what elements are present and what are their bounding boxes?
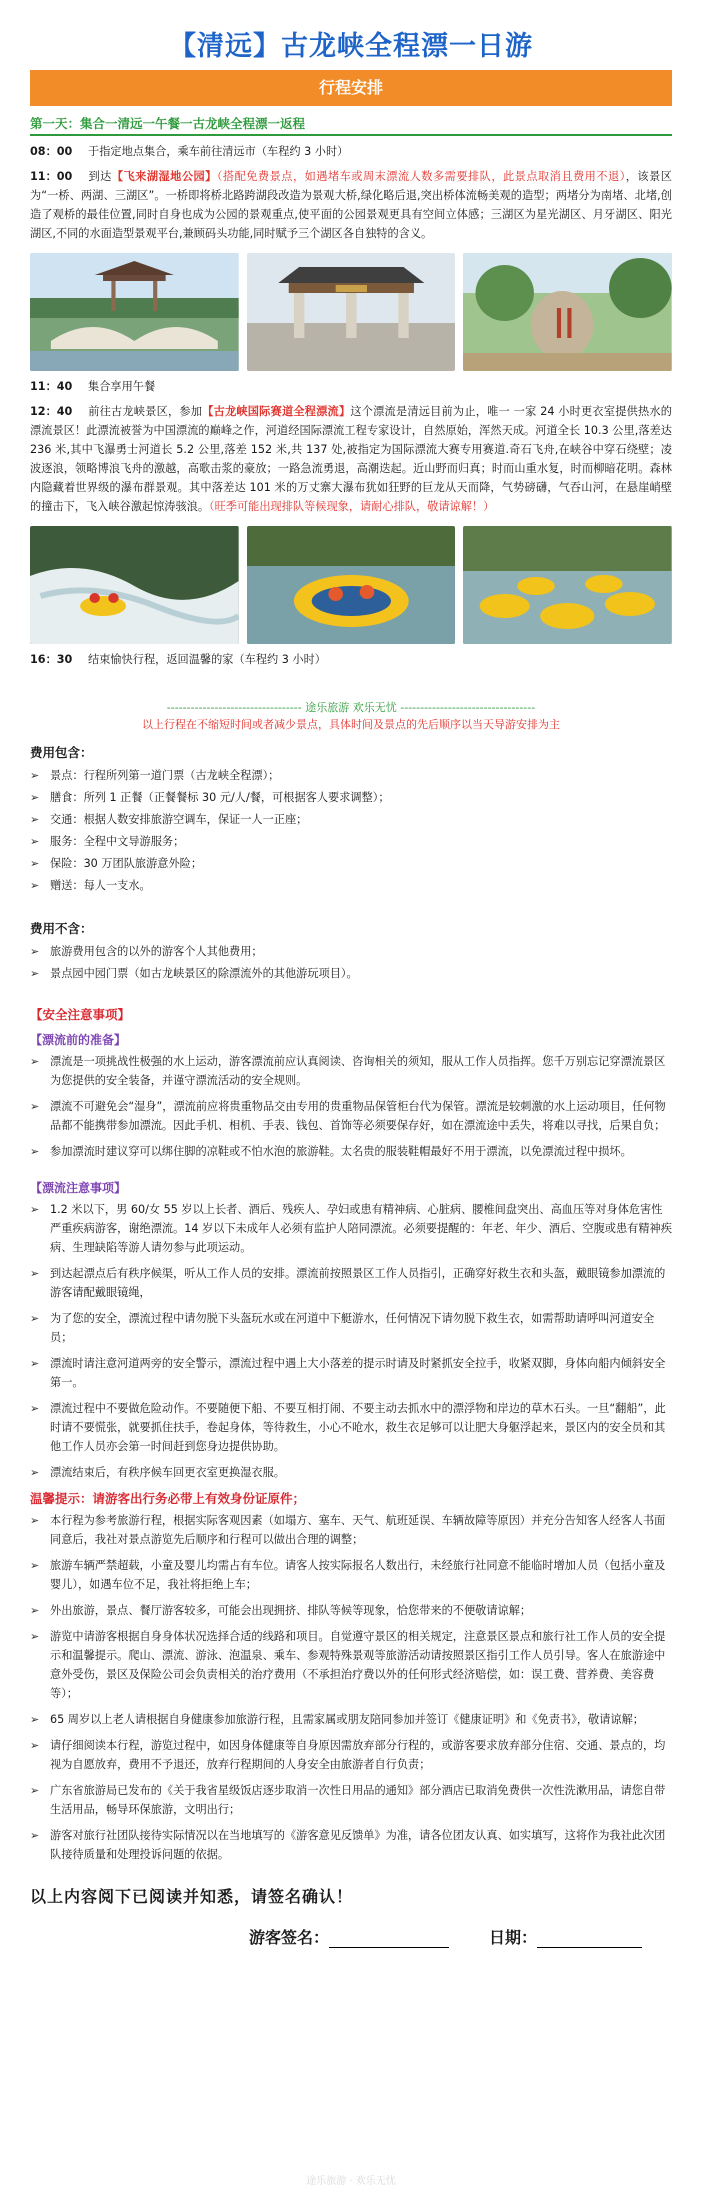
time-label: 16：30 bbox=[30, 653, 73, 666]
list-item: ➢ 游客对旅行社团队接待实际情况以在当地填写的《游客意见反馈单》为准，请各位团友认真、如实填写，这将作为我社此次团队接待质量和处理投诉问题的依据。 bbox=[30, 1826, 672, 1864]
signature-label: 游客签名： bbox=[248, 1928, 329, 1947]
item-note: （搭配免费景点，如遇堵车或周末漂流人数多需要排队，此景点取消且费用不退） bbox=[216, 170, 626, 183]
item-text: 结束愉快行程，返回温馨的家（车程约 3 小时） bbox=[88, 653, 326, 666]
list-item: ➢ 服务：全程中文导游服务； bbox=[30, 831, 672, 853]
schedule-item-0800 bbox=[30, 142, 672, 161]
date-label: 日期： bbox=[488, 1928, 537, 1947]
schedule-item-1140 bbox=[30, 377, 672, 396]
during-list bbox=[30, 1200, 672, 1482]
list-item: ➢ 请仔细阅读本行程，游览过程中，如因身体健康等自身原因需放弃部分行程的，或游客要求放弃部分住宿、交通、景点的，均视为自愿放弃，费用不予退还，放弃行程期间的人身安全由旅游者自行负责； bbox=[30, 1736, 672, 1774]
before-list bbox=[30, 1052, 672, 1161]
list-item: ➢ 交通：根据人数安排旅游空调车，保证一人一正座； bbox=[30, 809, 672, 831]
watermark: 途乐旅游 · 欢乐无忧 bbox=[306, 2176, 396, 2187]
list-item: ➢ 保险：30 万团队旅游意外险； bbox=[30, 853, 672, 875]
safety-title: 【安全注意事项】 bbox=[30, 1007, 131, 1022]
bridge-photo bbox=[30, 253, 239, 371]
place-name: 【飞来湖湿地公园】 bbox=[111, 170, 217, 183]
list-item: ➢ 景点园中园门票（如古龙峡景区的除漂流外的其他游玩项目）。 bbox=[30, 963, 672, 985]
before-title: 【漂流前的准备】 bbox=[30, 1033, 127, 1047]
day1-heading: 第一天：集合一清远一午餐一古龙峡全程漂一返程 bbox=[30, 116, 306, 131]
list-item: ➢ 景点：行程所列第一道门票（古龙峡全程漂）； bbox=[30, 765, 672, 787]
slogan-line: ---------------------------------- 途乐旅游 欢乐无忧 ---------------------------------- bbox=[166, 701, 536, 714]
list-item: ➢ 本行程为参考旅游行程，根据实际客观因素（如塌方、塞车、天气、航班延误、车辆故障等原因）并充分告知客人经客人书面同意后，我社对景点游览先后顺序和行程可以做出合理的调整； bbox=[30, 1511, 672, 1549]
item-desc: ，该景区为“一桥、两湖、三湖区”。一桥即将桥北路跨湖段改造为景观大桥,绿化略后退,突出桥体流畅美观的造型；两堵分为南堵、北堵,创造了观桥的最佳位置,同时自身也成为公园的景观重点,使平面的公园景观更具有空间立体感；三湖区为星光湖区、月牙湖区、阳光湖区,不同的水面造型景观平台,兼顾码头功能,同时赋予三个湖区各自独特的含义。 bbox=[30, 170, 672, 240]
time-label: 11：00 bbox=[30, 170, 73, 183]
list-item: ➢ 漂流过程中不要做危险动作。不要随便下船、不要互相打闹、不要主动去抓水中的漂浮物和岸边的草木石头。一旦“翻船”，此时请不要慌张，就要抓住扶手，卷起身体，等待救生，小心不呛水，救生衣足够可以让肥大身躯浮起来，景区内的安全员和其他工作人员亦会第一时间赶到您身边提供协助。 bbox=[30, 1399, 672, 1456]
list-item: ➢ 漂流时请注意河道两旁的安全警示，漂流过程中遇上大小落差的提示时请及时紧抓安全拉手，收紧双脚，身体向船内倾斜安全第一。 bbox=[30, 1354, 672, 1392]
list-item: ➢ 旅游车辆严禁超载，小童及婴儿均需占有车位。请客人按实际报名人数出行，未经旅行社同意不能临时增加人员（包括小童及婴儿），如遇车位不足，我社将拒绝上车； bbox=[30, 1556, 672, 1594]
tourist-signature[interactable] bbox=[249, 1925, 449, 1948]
gate-photo bbox=[247, 253, 456, 371]
list-item: ➢ 膳食：所列 1 正餐（正餐餐标 30 元/人/餐，可根据客人要求调整）； bbox=[30, 787, 672, 809]
page-title: 【清远】古龙峡全程漂一日游 bbox=[169, 31, 533, 62]
item-text: 于指定地点集合，乘车前往清远市（车程约 3 小时） bbox=[88, 145, 349, 158]
slogan-block bbox=[30, 699, 672, 733]
schedule-item-1100: 11：00 到达【飞来湖湿地公园】（搭配免费景点，如遇堵车或周末漂流人数多需要排队，此景点取消且费用不退），该景区为“一桥、两湖、三湖区”。一桥即将桥北路跨湖段改造为景观大桥,绿化略后退,突出桥体流畅美观的造型；两堵分为南堵、北堵,创造了观桥的最佳位置,同时自身也成为公园的景观重点,使平面的公园景观更具有空间立体感；三湖区为星光湖区、月牙湖区、阳光湖区,不同的水面造型景观平台,兼顾码头功能,同时赋予三个湖区各自独特的含义。 bbox=[30, 167, 672, 243]
rapids-photo bbox=[30, 526, 239, 644]
photo-row-wetland bbox=[30, 253, 672, 371]
item-note: （旺季可能出现排队等候现象，请耐心排队，敬请谅解！） bbox=[209, 500, 495, 513]
list-item: ➢ 漂流是一项挑战性极强的水上运动，游客漂流前应认真阅读、咨询相关的须知，服从工作人员指挥。您千万别忘记穿漂流景区为您提供的安全装备，并谨守漂流活动的安全规则。 bbox=[30, 1052, 672, 1090]
time-label: 12：40 bbox=[30, 405, 73, 418]
excludes-list bbox=[30, 941, 672, 985]
list-item: ➢ 漂流不可避免会“湿身”，漂流前应将贵重物品交由专用的贵重物品保管柜台代为保管。漂流是较刺激的水上运动项目，任何物品都不能携带参加漂流。因此手机、相机、手表、钱包、首饰等必须要保存好，如在漂流途中丢失，将难以寻找，后果自负； bbox=[30, 1097, 672, 1135]
confirm-text: 以上内容阅下已阅读并知悉，请签名确认！ bbox=[30, 1887, 354, 1906]
content bbox=[0, 114, 702, 1948]
list-item: ➢ 外出旅游，景点、餐厅游客较多，可能会出现拥挤、排队等候等现象，恰您带来的不便敬请谅解； bbox=[30, 1601, 672, 1620]
list-item: ➢ 漂流结束后，有秩序候车回更衣室更换湿衣服。 bbox=[30, 1463, 672, 1482]
list-item: ➢ 旅游费用包含的以外的游客个人其他费用； bbox=[30, 941, 672, 963]
includes-list bbox=[30, 765, 672, 897]
place-name: 【古龙峡国际赛道全程漂流】 bbox=[202, 405, 351, 418]
list-item: ➢ 1.2 米以下，男 60/女 55 岁以上长者、酒后、残疾人、孕妇或患有精神病、心脏病、腰椎间盘突出、高血压等对身体危害性严重疾病游客，谢绝漂流。14 岁以下未成年人必须有监护人陪同漂流。必须要提醒的：年老、年少、酒后、空腹或患有精神疾病、生理缺陷等游人请勿参与此项运动。 bbox=[30, 1200, 672, 1257]
tips-list bbox=[30, 1511, 672, 1864]
tips-title: 温馨提示：请游客出行务必带上有效身份证原件； bbox=[30, 1491, 306, 1506]
time-label: 08：00 bbox=[30, 145, 73, 158]
list-item: ➢ 65 周岁以上老人请根据自身健康参加旅游行程，且需家属或朋友陪同参加并签订《健康证明》和《免责书》，敬请谅解； bbox=[30, 1710, 672, 1729]
during-title: 【漂流注意事项】 bbox=[30, 1181, 127, 1195]
schedule-item-1630 bbox=[30, 650, 672, 669]
photo-row-rafting bbox=[30, 526, 672, 644]
divider bbox=[30, 134, 672, 136]
list-item: ➢ 到达起漂点后有秩序候渠，听从工作人员的安排。漂流前按照景区工作人员指引，正确穿好救生衣和头盔，戴眼镜参加漂流的游客请配戴眼镜绳， bbox=[30, 1264, 672, 1302]
crowd-rafting-photo bbox=[463, 526, 672, 644]
signature-row bbox=[30, 1925, 672, 1948]
itinerary-note: 以上行程在不缩短时间或者减少景点，具体时间及景点的先后顺序以当天导游安排为主 bbox=[142, 718, 560, 731]
date-line[interactable] bbox=[537, 1930, 642, 1948]
date-signature[interactable] bbox=[489, 1925, 642, 1948]
signature-line[interactable] bbox=[329, 1930, 449, 1948]
item-desc: 这个漂流是清远目前为止，唯一 一家 24 小时更衣室提供热水的漂流景区！此漂流被誉为中国漂流的巅峰之作，河道经国际漂流工程专家设计，自然原始，浑然天成。河道全长 10.3 公里,落差达 236 米,其中飞瀑勇士河道长 5.2 公里,落差 152 米,共 137 处,被指定为国际漂流大赛专用赛道.奇石飞舟,在峡谷中穿石绕壁；凌波逐浪，领略博浪飞舟的激越，高歌击浆的豪放；一路急流勇退，高潮迭起。近山野而归真；时而山重水复，时而柳暗花明。森林内隐藏着世界级的瀑布群景观。其中落差达 101 米的万丈寨大瀑布犹如狂野的巨龙从天而降，气势磅礴，气吞山河，在悬崖峭壁的撞击下，飞入峡谷激起惊涛骇浪。 bbox=[30, 405, 672, 513]
list-item: ➢ 赠送：每人一支水。 bbox=[30, 875, 672, 897]
item-text: 集合享用午餐 bbox=[88, 380, 156, 393]
list-item: ➢ 参加漂流时建议穿可以绑住脚的凉鞋或不怕水泡的旅游鞋。太名贵的服装鞋帽最好不用于漂流，以免漂流过程中损坏。 bbox=[30, 1142, 672, 1161]
raft-photo bbox=[247, 526, 456, 644]
list-item: ➢ 游览中请游客根据自身身体状况选择合适的线路和项目。自觉遵守景区的相关规定，注意景区景点和旅行社工作人员的安全提示和温馨提示。爬山、漂流、游泳、泡温泉、乘车、参观特殊景观等旅游活动请按照景区指引工作人员引导。客人在旅游途中意外受伤，景区及保险公司会负责相关的治疗费用（不承担治疗费以外的任何形式经济赔偿，如：误工费、营养费、美容费等）； bbox=[30, 1627, 672, 1703]
list-item: ➢ 为了您的安全，漂流过程中请勿脱下头盔玩水或在河道中下艇游水，任何情况下请勿脱下救生衣，如需帮助请呼叫河道安全员； bbox=[30, 1309, 672, 1347]
stone-photo bbox=[463, 253, 672, 371]
schedule-item-1240: 12：40 前往古龙峡景区，参加【古龙峡国际赛道全程漂流】这个漂流是清远目前为止，唯一 一家 24 小时更衣室提供热水的漂流景区！此漂流被誉为中国漂流的巅峰之作，河道经国际漂流工程专家设计，自然原始，浑然天成。河道全长 10.3 公里,落差达 236 米,其中飞瀑勇士河道长 5.2 公里,落差 152 米,共 137 处,被指定为国际漂流大赛专用赛道.奇石飞舟,在峡谷中穿石绕壁；凌波逐浪，领略博浪飞舟的激越，高歌击浆的豪放；一路急流勇退，高潮迭起。近山野而归真；时而山重水复，时而柳暗花明。森林内隐藏着世界级的瀑布群景观。其中落差达 101 米的万丈寨大瀑布犹如狂野的巨龙从天而降，气势磅礴，气吞山河，在悬崖峭壁的撞击下，飞入峡谷激起惊涛骇浪。（旺季可能出现排队等候现象，请耐心排队，敬请谅解！） bbox=[30, 402, 672, 516]
list-item: ➢ 广东省旅游局已发布的《关于我省星级饭店逐步取消一次性日用品的通知》部分酒店已取消免费供一次性洗漱用品，请您自带生活用品，畅导环保旅游，文明出行； bbox=[30, 1781, 672, 1819]
includes-title: 费用包含： bbox=[30, 745, 93, 760]
excludes-title: 费用不含： bbox=[30, 921, 93, 936]
schedule-banner: 行程安排 bbox=[30, 70, 672, 106]
time-label: 11：40 bbox=[30, 380, 73, 393]
